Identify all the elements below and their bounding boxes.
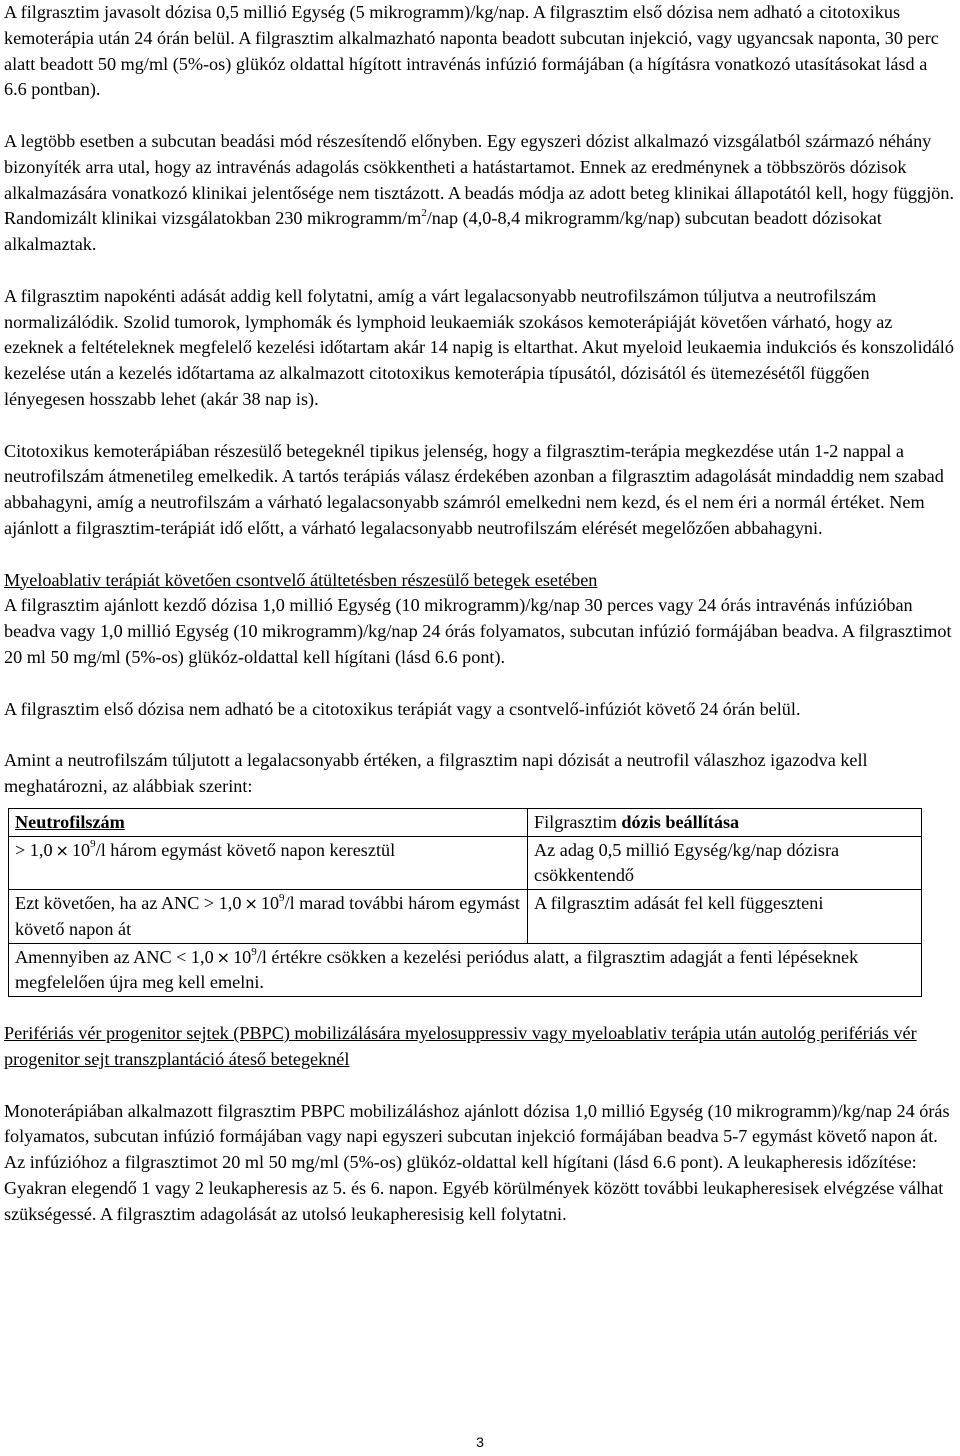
- paragraph-administration-text-end: /nap (4,0-8,4 mikrogramm/kg/nap) subcutan beadott dózisokat alkalmaztak.: [4, 208, 882, 255]
- cond2-b: 10: [260, 893, 280, 914]
- section-heading-pbpc: Perifériás vér progenitor sejtek (PBPC) mobilizálására myelosuppressiv vagy myeloablativ terápia után autológ perifériás vér progenitor sejt transzplantáció áteső betegeknél: [4, 1023, 917, 1070]
- table-cell-condition-1: [9, 836, 528, 890]
- times-icon: ×: [216, 947, 231, 967]
- header-dose-label-b: dózis beállítása: [621, 811, 740, 832]
- note-b: 10: [233, 946, 252, 967]
- superscript-9: 9: [279, 892, 285, 905]
- cond1-c: /l három egymást követő napon keresztül: [95, 839, 396, 860]
- page-number: 3: [476, 1434, 484, 1450]
- note-c: /l értékre csökken a kezelési periódus alatt, a filgrasztim adagját a fenti lépéseknek megfelelően újra meg kell emelni.: [15, 946, 859, 993]
- table-header-dose: [528, 808, 922, 836]
- section-heading-myeloablativ: Myeloablativ terápiát követően csontvelő átültetésben részesülő betegek esetében: [4, 569, 598, 590]
- paragraph-pbpc: Monoterápiában alkalmazott filgrasztim PBPC mobilizáláshoz ajánlott dózisa 1,0 millió Egység (10 mikrogramm)/kg/nap 24 órás folyamatos, subcutan infúzió formájában vagy napi egyszeri subcutan injekció formájában beadva 5-7 egymást követő napon át. Az infúzióhoz a filgrasztimot 20 ml 50 mg/ml (5%-os) glükóz-oldattal kell hígítani (lásd 6.6 pont). A leukapheresis időzítése: Gyakran elegendő 1 vagy 2 leukapheresis az 5. és 6. napon. Egyéb körülmények között további leukapheresisek elvégzése válhat szükségessé. A filgrasztim adagolását az utolsó leukapheresisig kell folytatni.: [4, 1100, 950, 1224]
- times-icon: ×: [55, 840, 69, 860]
- superscript-9: 9: [90, 838, 96, 851]
- cond1-a: > 1,0: [15, 839, 53, 860]
- table-cell-action-2: A filgrasztim adását fel kell függeszteni: [528, 890, 922, 944]
- table-cell-action-1: Az adag 0,5 millió Egység/kg/nap dózisra csökkentendő: [528, 836, 922, 890]
- table-header-neutrophil: [9, 808, 528, 836]
- paragraph-first-dose: A filgrasztim első dózisa nem adható be a citotoxikus terápiát vagy a csontvelő-infúziót követő 24 órán belül.: [4, 698, 801, 719]
- paragraph-duration: A filgrasztim napokénti adását addig kell folytatni, amíg a várt legalacsonyabb neutrofilszámon túljutva a neutrofilszám normalizálódik. Szolid tumorok, lymphomák és lymphoid leukaemiák szokásos kemoterápiáját követően várható, hogy az ezeknek a feltételeknek megfelelő kezelési időtartam akár 14 napig is eltarthat. Akut myeloid leukaemia indukciós és konszolidáló kezelése után a kezelés időtartama az alkalmazott citotoxikus kemoterápia típusától, dózisától és ütemezésétől függően lényegesen hosszabb lehet (akár 38 nap is).: [4, 285, 954, 409]
- paragraph-administration-text: A legtöbb esetben a subcutan beadási mód részesítendő előnyben. Egy egyszeri dózist alkalmazó vizsgálatból származó néhány bizonyíték arra utal, hogy az intravénás adagolás csökkentheti a hatástartamot. Ennek az eredménynek a többszörös dózisok alkalmazására vonatkozó klinikai jelentősége nem tisztázott. A beadás módja az adott beteg klinikai állapotától kell, hogy függjön. Randomizált klinikai vizsgálatokban 230 mikrogramm/m: [4, 130, 955, 229]
- superscript-2: 2: [421, 207, 427, 220]
- dose-adjustment-table: [8, 808, 922, 998]
- header-dose-label-a: Filgrasztim: [534, 811, 622, 832]
- table-header-row: [9, 808, 922, 836]
- paragraph-administration: [4, 129, 954, 258]
- superscript-9: 9: [251, 945, 257, 958]
- table-row: [9, 943, 922, 997]
- table-row: [9, 836, 922, 890]
- times-icon: ×: [244, 894, 258, 914]
- note-a: Amennyiben az ANC < 1,0: [15, 946, 214, 967]
- table-cell-condition-2: [9, 890, 528, 944]
- paragraph-transient-rise: Citotoxikus kemoterápiában részesülő betegeknél tipikus jelenség, hogy a filgrasztim-terápia megkezdése után 1-2 nappal a neutrofilszám átmenetileg emelkedik. A tartós terápiás válasz érdekében azonban a filgrasztim adagolását mindaddig nem szabad abbahagyni, amíg a neutrofilszám a várható legalacsonyabb számról emelkedni nem kezd, és el nem éri a normál értéket. Nem ajánlott a filgrasztim-terápiát idő előtt, a várható legalacsonyabb neutrofilszám elérését megelőzően abbahagyni.: [4, 440, 944, 538]
- table-row: [9, 890, 922, 944]
- cond2-c: /l marad további három egymást követő napon át: [15, 893, 520, 939]
- header-neutrophil-label: Neutrofilszám: [15, 811, 125, 832]
- paragraph-dose: A filgrasztim javasolt dózisa 0,5 millió Egység (5 mikrogramm)/kg/nap. A filgrasztim első dózisa nem adható a citotoxikus kemoterápia után 24 órán belül. A filgrasztim alkalmazható naponta beadott subcutan injekció, vagy ugyancsak naponta, 30 perc alatt beadott 50 mg/ml (5%-os) glükóz oldattal hígított intravénás infúzió formájában (a hígításra vonatkozó utasításokat lásd a 6.6 pontban).: [4, 2, 939, 100]
- paragraph-myeloablativ: A filgrasztim ajánlott kezdő dózisa 1,0 millió Egység (10 mikrogramm)/kg/nap 30 perces vagy 24 órás intravénás infúzióban beadva vagy 1,0 millió Egység (10 mikrogramm)/kg/nap 24 órás folyamatos, subcutan infúzió formájában beadva. A filgrasztimot 20 ml 50 mg/ml (5%-os) glükóz-oldattal kell hígítani (lásd 6.6 pont).: [4, 595, 952, 667]
- cond1-b: 10: [71, 839, 91, 860]
- paragraph-adjust-intro: Amint a neutrofilszám túljutott a legalacsonyabb értéken, a filgrasztim napi dózisát a neutrofil válaszhoz igazodva kell meghatározni, az alábbiak szerint:: [4, 750, 868, 796]
- document-page: [4, 0, 954, 1228]
- table-cell-note: [9, 943, 922, 997]
- cond2-a: Ezt követően, ha az ANC > 1,0: [15, 893, 242, 914]
